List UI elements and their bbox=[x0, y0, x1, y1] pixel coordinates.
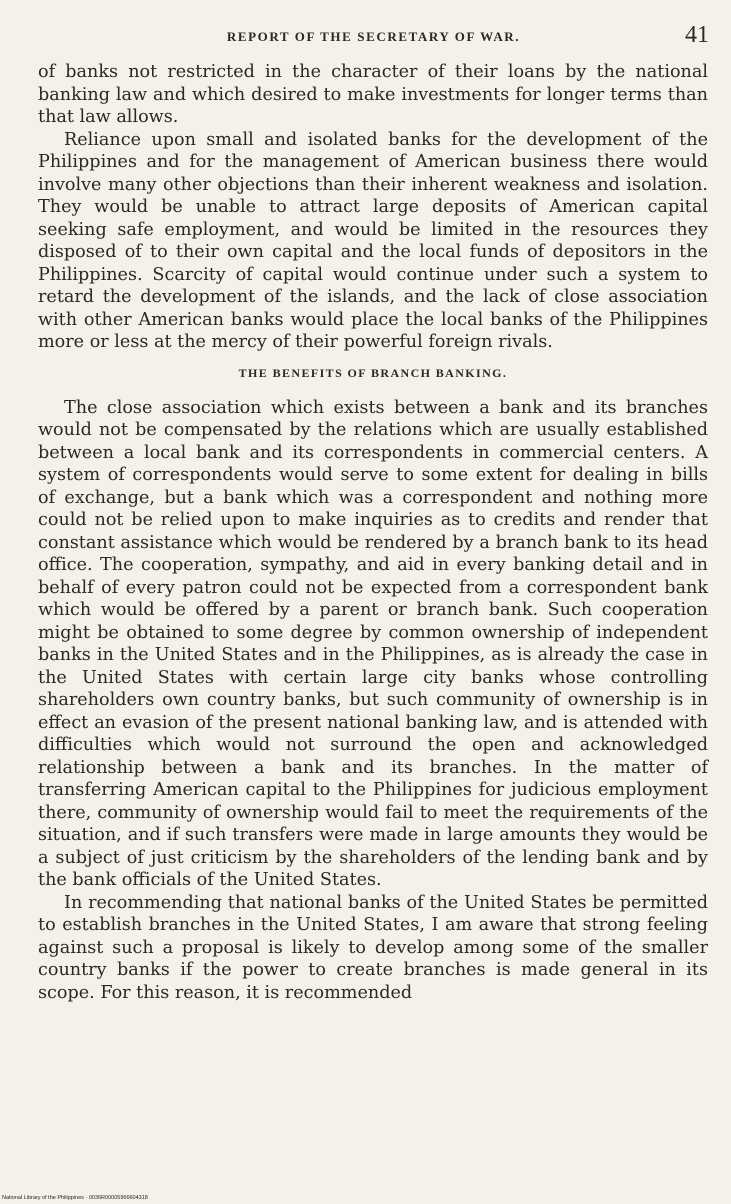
paragraph-3: The close association which exists between a bank and its branches would not be compensated by the relations which are usually established between a local bank and its correspondents in commercial centers. A system of correspondents would serve to some extent for dealing in bills of exchange, but a bank which was a correspondent and nothing more could not be relied upon to make inquiries as to credits and render that constant assistance which would be rendered by a branch bank to its head office. The cooperation, sympathy, and aid in every banking detail and in behalf of every patron could not be expected from a correspondent bank which would be offered by a parent or branch bank. Such cooperation might be obtained to some degree by common ownership of independent banks in the United States and in the Philippines, as is already the case in the United States with certain large city banks whose controlling shareholders own country banks, but such community of ownership is in effect an evasion of the present national banking law, and is attended with difficulties which would not surround the open and acknowledged relationship between a bank and its branches. In the matter of transferring American capital to the Philippines for judicious employment there, community of ownership would fail to meet the requirements of the situation, and if such transfers were made in large amounts they would be a subject of just criticism by the shareholders of the lending bank and by the bank officials of the United States. bbox=[38, 397, 708, 890]
section-heading: THE BENEFITS OF BRANCH BANKING. bbox=[238, 365, 508, 380]
paragraph-1: of banks not restricted in the character of their loans by the national banking law and which desired to make investments for longer terms than that law allows. bbox=[38, 62, 708, 127]
running-title: REPORT OF THE SECRETARY OF WAR. bbox=[226, 29, 521, 44]
paragraph-2: Reliance upon small and isolated banks for the development of the Philippines and for the management of American business there would involve many other objections than their inherent weakness and isolation. They would be unable to attract large deposits of American capital seeking safe employment, and would be limited in the resources they disposed of to their own capital and the local funds of depositors in the Philippines. Scarcity of capital would continue under such a system to retard the development of the islands, and the lack of close association with other American banks would place the local banks of the Philippines more or less at the mercy of their powerful foreign rivals. bbox=[38, 129, 708, 352]
scan-footer-note: National Library of the Philippines · 0036R00005966604318 bbox=[2, 1195, 148, 1201]
page-number: 41 bbox=[685, 22, 709, 48]
running-head bbox=[38, 22, 709, 48]
body-text bbox=[38, 61, 708, 1004]
paragraph-4: In recommending that national banks of the United States be permitted to establish branches in the United States, I am aware that strong feeling against such a proposal is likely to develop among some of the smaller country banks if the power to create branches is made general in its scope. For this reason, it is recommended bbox=[38, 892, 708, 1003]
